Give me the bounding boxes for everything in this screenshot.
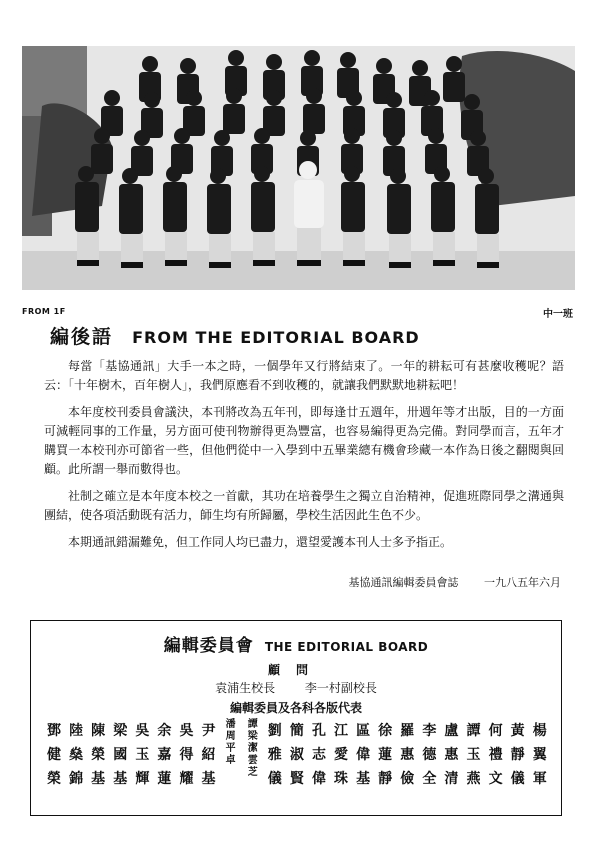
name-character: 吳 (135, 723, 150, 739)
committee-member-name (398, 719, 416, 791)
name-character: 燊 (69, 747, 84, 763)
name-character: 江 (334, 723, 349, 739)
name-character: 基 (113, 771, 128, 787)
committee-title: 編輯委員及各科各版代表 (229, 701, 362, 715)
committee-member-name (531, 719, 549, 791)
name-character: 志 (311, 747, 326, 763)
name-character: 楊 (532, 723, 547, 739)
name-character: 盧 (444, 723, 459, 739)
name-character: 玉 (466, 747, 481, 763)
name-character: 儉 (400, 771, 415, 787)
name-character: 陸 (69, 723, 84, 739)
name-character: 芝 (247, 767, 258, 778)
name-character: 耀 (179, 771, 194, 787)
name-character: 卓 (225, 755, 236, 766)
name-character: 潘 (225, 719, 236, 730)
name-character: 淑 (289, 747, 304, 763)
name-character: 偉 (311, 771, 326, 787)
name-character: 靜 (378, 771, 393, 787)
name-character: 全 (422, 771, 437, 787)
name-character: 區 (356, 723, 371, 739)
committee-member-name (354, 719, 372, 791)
name-character: 禮 (488, 747, 503, 763)
name-character: 嘉 (157, 747, 172, 763)
committee-member-name (332, 719, 350, 791)
committee-member-name (442, 719, 460, 791)
name-character: 雲 (247, 755, 258, 766)
name-character: 周 (225, 731, 236, 742)
name-character: 劉 (267, 723, 282, 739)
name-character: 雅 (267, 747, 282, 763)
board-title (31, 631, 561, 656)
name-character: 健 (47, 747, 61, 763)
name-character: 惠 (400, 747, 415, 763)
name-character: 清 (444, 771, 459, 787)
name-character: 黃 (510, 723, 525, 739)
name-character: 紹 (201, 747, 216, 763)
committee-member-name (89, 719, 107, 791)
name-character: 榮 (91, 747, 106, 763)
editorial-board-box (30, 620, 562, 816)
committee-member-name (200, 719, 218, 791)
name-character: 譚 (466, 723, 481, 739)
name-character: 蓮 (378, 747, 393, 763)
board-title-zh: 編輯委員會 (163, 636, 254, 656)
name-character: 陳 (91, 723, 106, 739)
name-character: 德 (422, 747, 437, 763)
name-character: 賢 (289, 771, 304, 787)
photo-caption-class-zh: 中一班 (543, 309, 573, 320)
committee-member-name (420, 719, 438, 791)
committee-member-name (155, 719, 173, 791)
group-photo-icon (22, 46, 575, 290)
name-character: 基 (201, 771, 216, 787)
name-character: 輝 (135, 771, 150, 787)
committee-member-name (464, 719, 482, 791)
name-character: 譚 (247, 719, 258, 730)
committee-member-name (67, 719, 85, 791)
name-character: 潔 (247, 743, 258, 754)
name-character: 燕 (466, 771, 481, 787)
name-character: 翼 (532, 747, 547, 763)
name-character: 愛 (334, 747, 349, 763)
editorial-heading-en: FROM THE EDITORIAL BOARD (132, 328, 420, 347)
name-character: 玉 (135, 747, 150, 763)
committee-member-name (222, 719, 240, 791)
editorial-paragraph: 本期通訊錯漏難免，但工作同人均已盡力，還望愛護本刊人士多予指正。 (68, 535, 453, 549)
name-character: 珠 (334, 771, 349, 787)
editorial-heading-zh: 編後語 (50, 326, 114, 348)
committee-member-name (509, 719, 527, 791)
photo-caption-class: FROM 1F (22, 307, 66, 316)
name-character: 何 (488, 723, 503, 739)
committee-member-columns (45, 719, 549, 791)
name-character: 余 (157, 723, 172, 739)
name-character: 蓮 (157, 771, 172, 787)
name-character: 平 (225, 743, 236, 754)
editorial-signature (349, 574, 562, 590)
editorial-heading (50, 322, 420, 349)
board-title-en: THE EDITORIAL BOARD (264, 640, 429, 654)
name-character: 羅 (400, 723, 415, 739)
editorial-paragraph: 社制之確立是本年度本校之一首獻，其功在培養學生之獨立自治精神，促進班際同學之溝通與團結，使各項活動既有活力，師生均有所歸屬，學校生活因此生色不少。 (44, 489, 564, 522)
name-character: 儀 (510, 771, 525, 787)
advisor-name: 袁浦生校長 (215, 681, 276, 695)
name-character: 吳 (179, 723, 194, 739)
editorial-paragraph: 本年度校刊委員會議決，本刊將改為五年刊，即每逢廿五週年，卅週年等才出版，目的一方面可減輕同事的工作量，另方面可使刊物辦得更為豐富，也容易編得更為完備。對同學而言，五年才購買一本校刊亦可節省一些，但他們從中一入學到中五畢業總有機會珍藏一本作為日後之翻閱與回顧。此所謂一舉而數得也。 (44, 405, 564, 476)
editorial-body (44, 357, 564, 560)
name-character: 文 (488, 771, 503, 787)
name-character: 榮 (47, 771, 61, 787)
committee-member-name (244, 719, 262, 791)
advisor-title: 顧問 (267, 663, 324, 677)
signature-date: 一九八五年六月 (484, 576, 561, 589)
name-character: 錦 (69, 771, 84, 787)
name-character: 基 (91, 771, 106, 787)
name-character: 尹 (201, 723, 216, 739)
name-character: 軍 (532, 771, 547, 787)
name-character: 基 (356, 771, 371, 787)
committee-member-name (288, 719, 306, 791)
name-character: 簡 (289, 723, 304, 739)
name-character: 孔 (311, 723, 326, 739)
editorial-paragraph: 每當「基協通訊」大手一本之時，一個學年又行將結束了。一年的耕耘可有甚麼收穫呢？語云：「十年樹木，百年樹人」，我們原應看不到收穫的，就讓我們默默地耕耘吧！ (44, 359, 564, 392)
name-character: 李 (422, 723, 437, 739)
committee-member-name (111, 719, 129, 791)
signature-org: 基協通訊編輯委員會誌 (348, 576, 459, 589)
name-character: 得 (179, 747, 194, 763)
committee-member-name (376, 719, 394, 791)
name-character: 鄧 (47, 723, 61, 739)
name-character: 梁 (247, 731, 258, 742)
name-character: 徐 (378, 723, 393, 739)
name-character: 靜 (510, 747, 525, 763)
committee-member-name (266, 719, 284, 791)
committee-member-name (310, 719, 328, 791)
name-character: 梁 (113, 723, 128, 739)
advisor-names (31, 679, 561, 696)
name-character: 國 (113, 747, 128, 763)
name-character: 惠 (444, 747, 459, 763)
committee-member-name (177, 719, 195, 791)
name-character: 儀 (267, 771, 282, 787)
class-group-photo (22, 46, 575, 290)
committee-member-name (45, 719, 63, 791)
name-character: 偉 (356, 747, 371, 763)
committee-member-name (133, 719, 151, 791)
advisor-name: 李一村副校長 (304, 681, 377, 695)
committee-member-name (487, 719, 505, 791)
